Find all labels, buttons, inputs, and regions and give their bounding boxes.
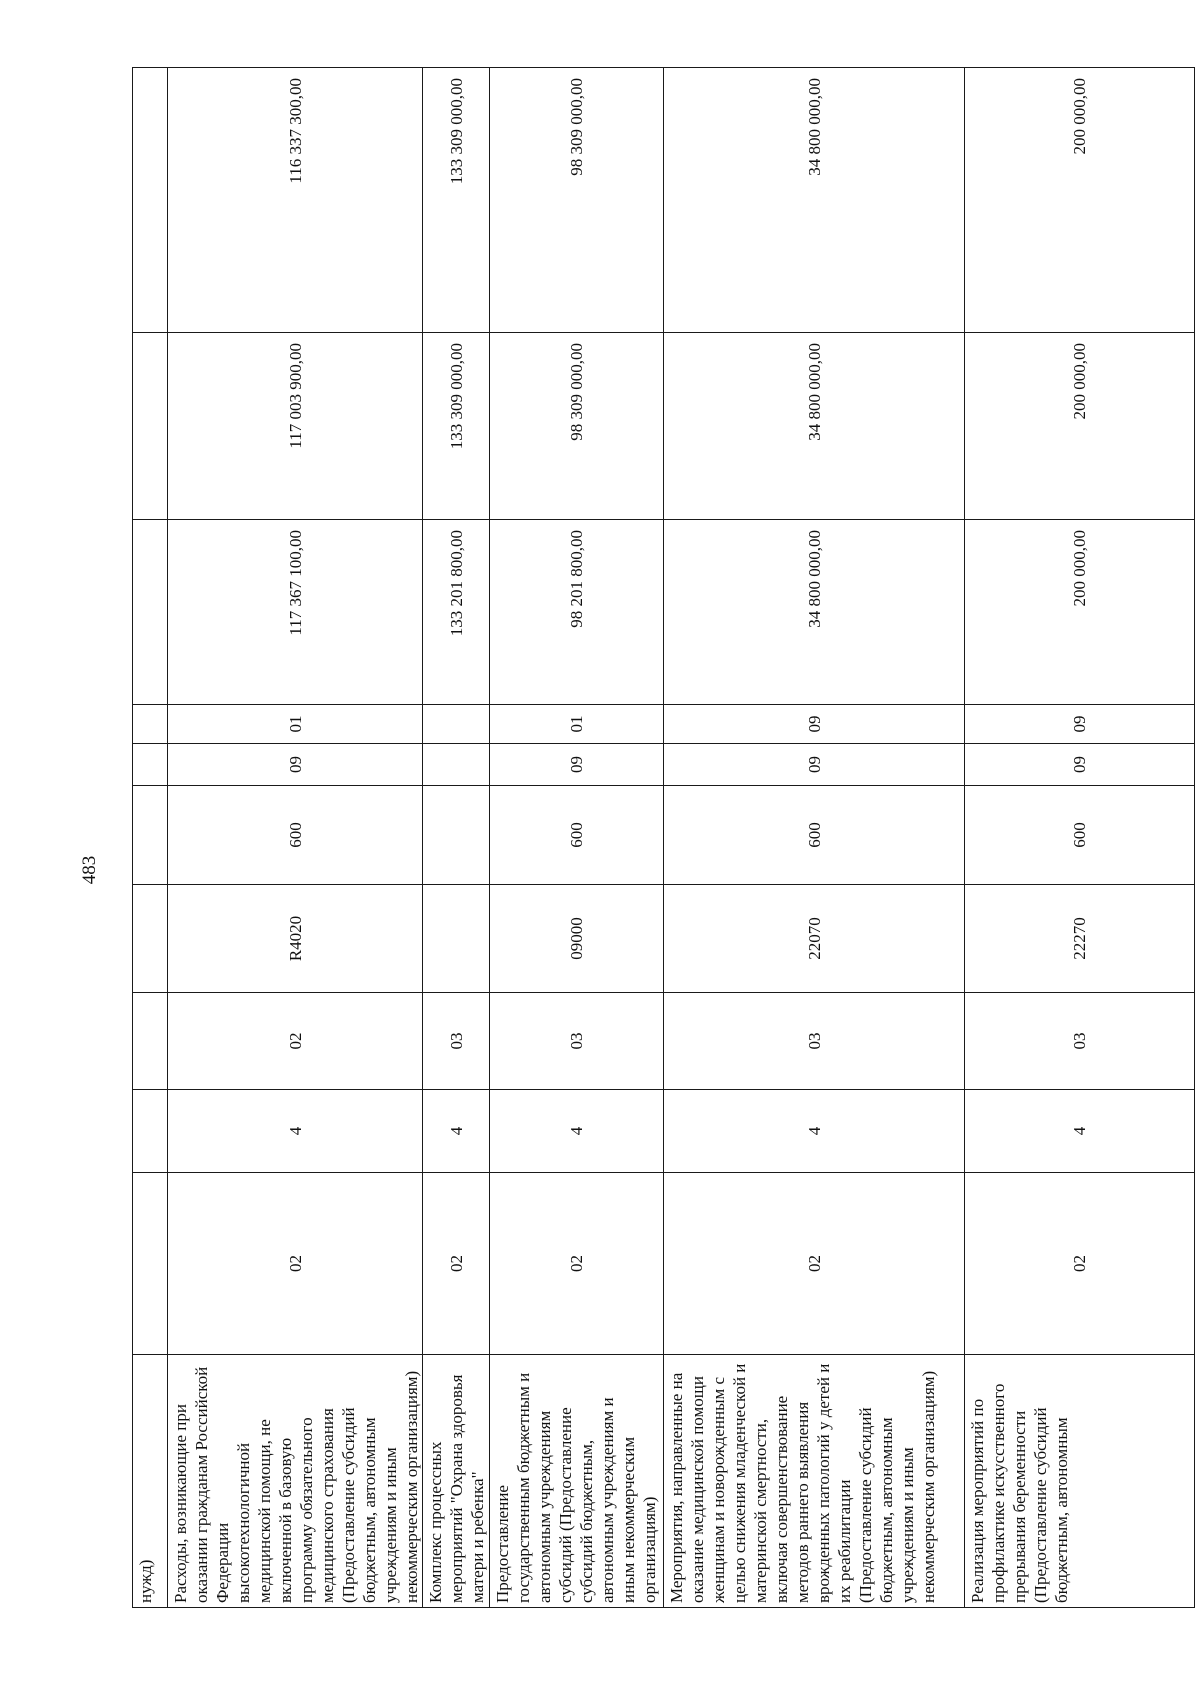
sum-year-2-cell: 133 309 000,00 [423,333,490,520]
pr-code-cell: 01 [168,705,423,744]
vr-code-cell: 600 [168,786,423,885]
description-cell: Комплекс процессных мероприятий "Охрана здоровья матери и ребенка" [423,1355,490,1608]
direction-code-cell: 22070 [664,885,965,993]
rz-code-cell: 09 [490,744,664,786]
rz-code-cell: 09 [965,744,1195,786]
sum-year-1-cell: 34 800 000,00 [664,520,965,705]
empty-cell [133,786,168,885]
direction-code-cell: 22270 [965,885,1195,993]
pr-code-cell: 01 [490,705,664,744]
sum-year-2-cell: 200 000,00 [965,333,1195,520]
rotated-table-container [132,68,1157,1608]
description-cell: Мероприятия, направленные на оказание медицинской помощи женщинам и новорожденным с целью снижения младенческой и материнской смертности, включая совершенствование методов раннего выявления врожденных патологий у детей и их реабилитации (Предоставление субсидий бюджетным, автономным учреждениям и иным некоммерческим организациям) [664,1355,965,1608]
vr-code-cell: 600 [965,786,1195,885]
empty-cell [133,885,168,993]
vr-code-cell: 600 [490,786,664,885]
sum-year-3-cell: 200 000,00 [965,68,1195,333]
sum-year-3-cell: 116 337 300,00 [168,68,423,333]
event-code-cell: 02 [168,993,423,1090]
sum-year-1-cell: 98 201 800,00 [490,520,664,705]
table-row [490,68,664,1608]
program-code-cell: 02 [423,1173,490,1355]
direction-code-cell [423,885,490,993]
event-code-cell: 03 [423,993,490,1090]
subprogram-code-cell: 4 [490,1090,664,1173]
event-code-cell: 03 [664,993,965,1090]
subprogram-code-cell: 4 [423,1090,490,1173]
sum-year-2-cell: 98 309 000,00 [490,333,664,520]
subprogram-code-cell: 4 [965,1090,1195,1173]
rz-code-cell: 09 [664,744,965,786]
description-cell: Расходы, возникающие при оказании гражданам Российской Федерации высокотехнологичной медицинской помощи, не включенной в базовую программу обязательного медицинского страхования (Предоставление субсидий бюджетным, автономным учреждениям и иным некоммерческим организациям) [168,1355,423,1608]
page-number: 483 [79,855,100,885]
empty-cell [133,333,168,520]
sum-year-3-cell: 98 309 000,00 [490,68,664,333]
empty-cell [133,1173,168,1355]
empty-cell [133,68,168,333]
event-code-cell: 03 [965,993,1195,1090]
budget-table [132,67,1195,1608]
sum-year-1-cell: 133 201 800,00 [423,520,490,705]
program-code-cell: 02 [490,1173,664,1355]
sum-year-1-cell: 200 000,00 [965,520,1195,705]
table-row [965,68,1195,1608]
direction-code-cell: 09000 [490,885,664,993]
table-row [423,68,490,1608]
table-row [168,68,423,1608]
program-code-cell: 02 [168,1173,423,1355]
pr-code-cell: 09 [965,705,1195,744]
empty-cell [133,705,168,744]
vr-code-cell: 600 [664,786,965,885]
sum-year-3-cell: 133 309 000,00 [423,68,490,333]
program-code-cell: 02 [965,1173,1195,1355]
description-cell: Реализация мероприятий по профилактике искусственного прерывания беременности (Предоставление субсидий бюджетным, автономным [965,1355,1195,1608]
event-code-cell: 03 [490,993,664,1090]
subprogram-code-cell: 4 [168,1090,423,1173]
sum-year-2-cell: 34 800 000,00 [664,333,965,520]
vr-code-cell [423,786,490,885]
pr-code-cell: 09 [664,705,965,744]
description-cell: Предоставление государственным бюджетным и автономным учреждениям субсидий (Предоставление субсидий бюджетным, автономным учреждениям и иным некоммерческим организациям) [490,1355,664,1608]
empty-cell [133,993,168,1090]
sum-year-3-cell: 34 800 000,00 [664,68,965,333]
program-code-cell: 02 [664,1173,965,1355]
empty-cell [133,744,168,786]
empty-cell [133,520,168,705]
rz-code-cell [423,744,490,786]
direction-code-cell: R4020 [168,885,423,993]
sum-year-2-cell: 117 003 900,00 [168,333,423,520]
desc-cell: нужд) [133,1355,168,1608]
subprogram-code-cell: 4 [664,1090,965,1173]
rz-code-cell: 09 [168,744,423,786]
sum-year-1-cell: 117 367 100,00 [168,520,423,705]
table-continuation-row [133,68,168,1608]
pr-code-cell [423,705,490,744]
empty-cell [133,1090,168,1173]
table-row [664,68,965,1608]
